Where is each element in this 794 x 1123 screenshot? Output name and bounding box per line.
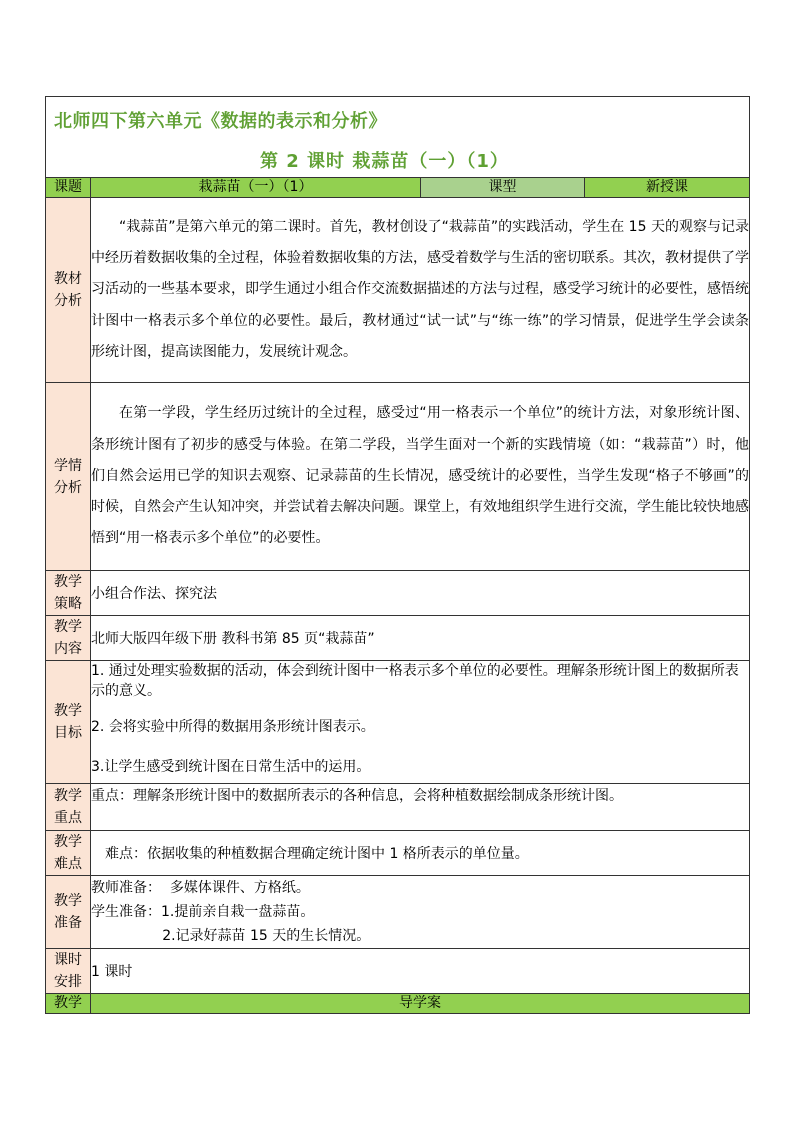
material-analysis-text: “栽蒜苗”是第六单元的第二课时。首先，教材创设了“栽蒜苗”的实践活动，学生在 15 天的观察与记录中经历着数据收集的全过程，体验着数据收集的方法，感受着数学与生活的密切联系。其次，教材提供了学习活动的一些基本要求，即学生通过小组合作交流数据描述的方法与过程，感受学习统计的必要性，感悟统计图中一格表示多个单位的必要性。最后，教材通过“试一试”与“练一练”的学习情景，促进学生学会读条形统计图，提高读图能力，发展统计观念。 bbox=[91, 198, 750, 383]
goal-item: 2. 会将实验中所得的数据用条形统计图表示。 bbox=[91, 719, 375, 735]
preparation-line: 2.记录好蒜苗 15 天的生长情况。 bbox=[91, 928, 371, 944]
lesson-plan-page bbox=[45, 96, 749, 1014]
lesson-subtitle: 第 2 课时 栽蒜苗（一）（1） bbox=[260, 151, 509, 172]
preparation-label: 教学 准备 bbox=[46, 876, 91, 949]
key-points-label: 教学 重点 bbox=[46, 784, 91, 831]
schedule-label: 课时 安排 bbox=[46, 949, 91, 994]
goal-item: 3.让学生感受到统计图在日常生活中的运用。 bbox=[91, 759, 371, 775]
guide-label: 教学 bbox=[46, 994, 91, 1014]
learner-analysis-row bbox=[46, 383, 750, 571]
key-points-text: 重点：理解条形统计图中的数据所表示的各种信息，会将种植数据绘制成条形统计图。 bbox=[91, 784, 750, 831]
strategy-text: 小组合作法、探究法 bbox=[91, 571, 750, 616]
topic-label: 课题 bbox=[46, 178, 91, 198]
key-points-row bbox=[46, 784, 750, 831]
lesson-type-label: 课型 bbox=[421, 178, 585, 198]
material-analysis-row bbox=[46, 198, 750, 383]
difficulties-row bbox=[46, 831, 750, 876]
content-label: 教学 内容 bbox=[46, 616, 91, 661]
goal-item: 1. 通过处理实验数据的活动，体会到统计图中一格表示多个单位的必要性。理解条形统计图上的数据所表示的意义。 bbox=[91, 663, 739, 699]
preparation-list bbox=[91, 876, 750, 949]
material-analysis-label: 教材 分析 bbox=[46, 198, 91, 383]
goals-row bbox=[46, 661, 750, 784]
content-row bbox=[46, 616, 750, 661]
guide-value: 导学案 bbox=[91, 994, 750, 1014]
content-text: 北师大版四年级下册 教科书第 85 页“栽蒜苗” bbox=[91, 616, 750, 661]
strategy-label: 教学 策略 bbox=[46, 571, 91, 616]
lesson-plan-table bbox=[45, 96, 750, 1014]
schedule-text: 1 课时 bbox=[91, 949, 750, 994]
guide-row bbox=[46, 994, 750, 1014]
difficulties-text: 难点：依据收集的种植数据合理确定统计图中 1 格所表示的单位量。 bbox=[91, 831, 750, 876]
difficulties-label: 教学 难点 bbox=[46, 831, 91, 876]
lesson-type-value: 新授课 bbox=[585, 178, 750, 198]
learner-analysis-text: 在第一学段，学生经历过统计的全过程，感受过“用一格表示一个单位”的统计方法，对象形统计图、条形统计图有了初步的感受与体验。在第二学段，当学生面对一个新的实践情境（如：“栽蒜苗”）时，他们自然会运用已学的知识去观察、记录蒜苗的生长情况，感受统计的必要性，当学生发现“格子不够画”的时候，自然会产生认知冲突，并尝试着去解决问题。课堂上，有效地组织学生进行交流，学生能比较快地感悟到“用一格表示多个单位”的必要性。 bbox=[91, 383, 750, 571]
schedule-row bbox=[46, 949, 750, 994]
preparation-row bbox=[46, 876, 750, 949]
strategy-row bbox=[46, 571, 750, 616]
title-cell bbox=[46, 97, 750, 178]
learner-analysis-label: 学情 分析 bbox=[46, 383, 91, 571]
preparation-line: 学生准备：1.提前亲自栽一盘蒜苗。 bbox=[91, 904, 315, 920]
page-title: 北师四下第六单元《数据的表示和分析》 bbox=[54, 111, 387, 132]
preparation-line: 教师准备： 多媒体课件、方格纸。 bbox=[91, 880, 310, 896]
topic-value: 栽蒜苗（一）（1） bbox=[91, 178, 421, 198]
topic-row bbox=[46, 178, 750, 198]
goals-label: 教学 目标 bbox=[46, 661, 91, 784]
goals-list bbox=[91, 661, 750, 784]
